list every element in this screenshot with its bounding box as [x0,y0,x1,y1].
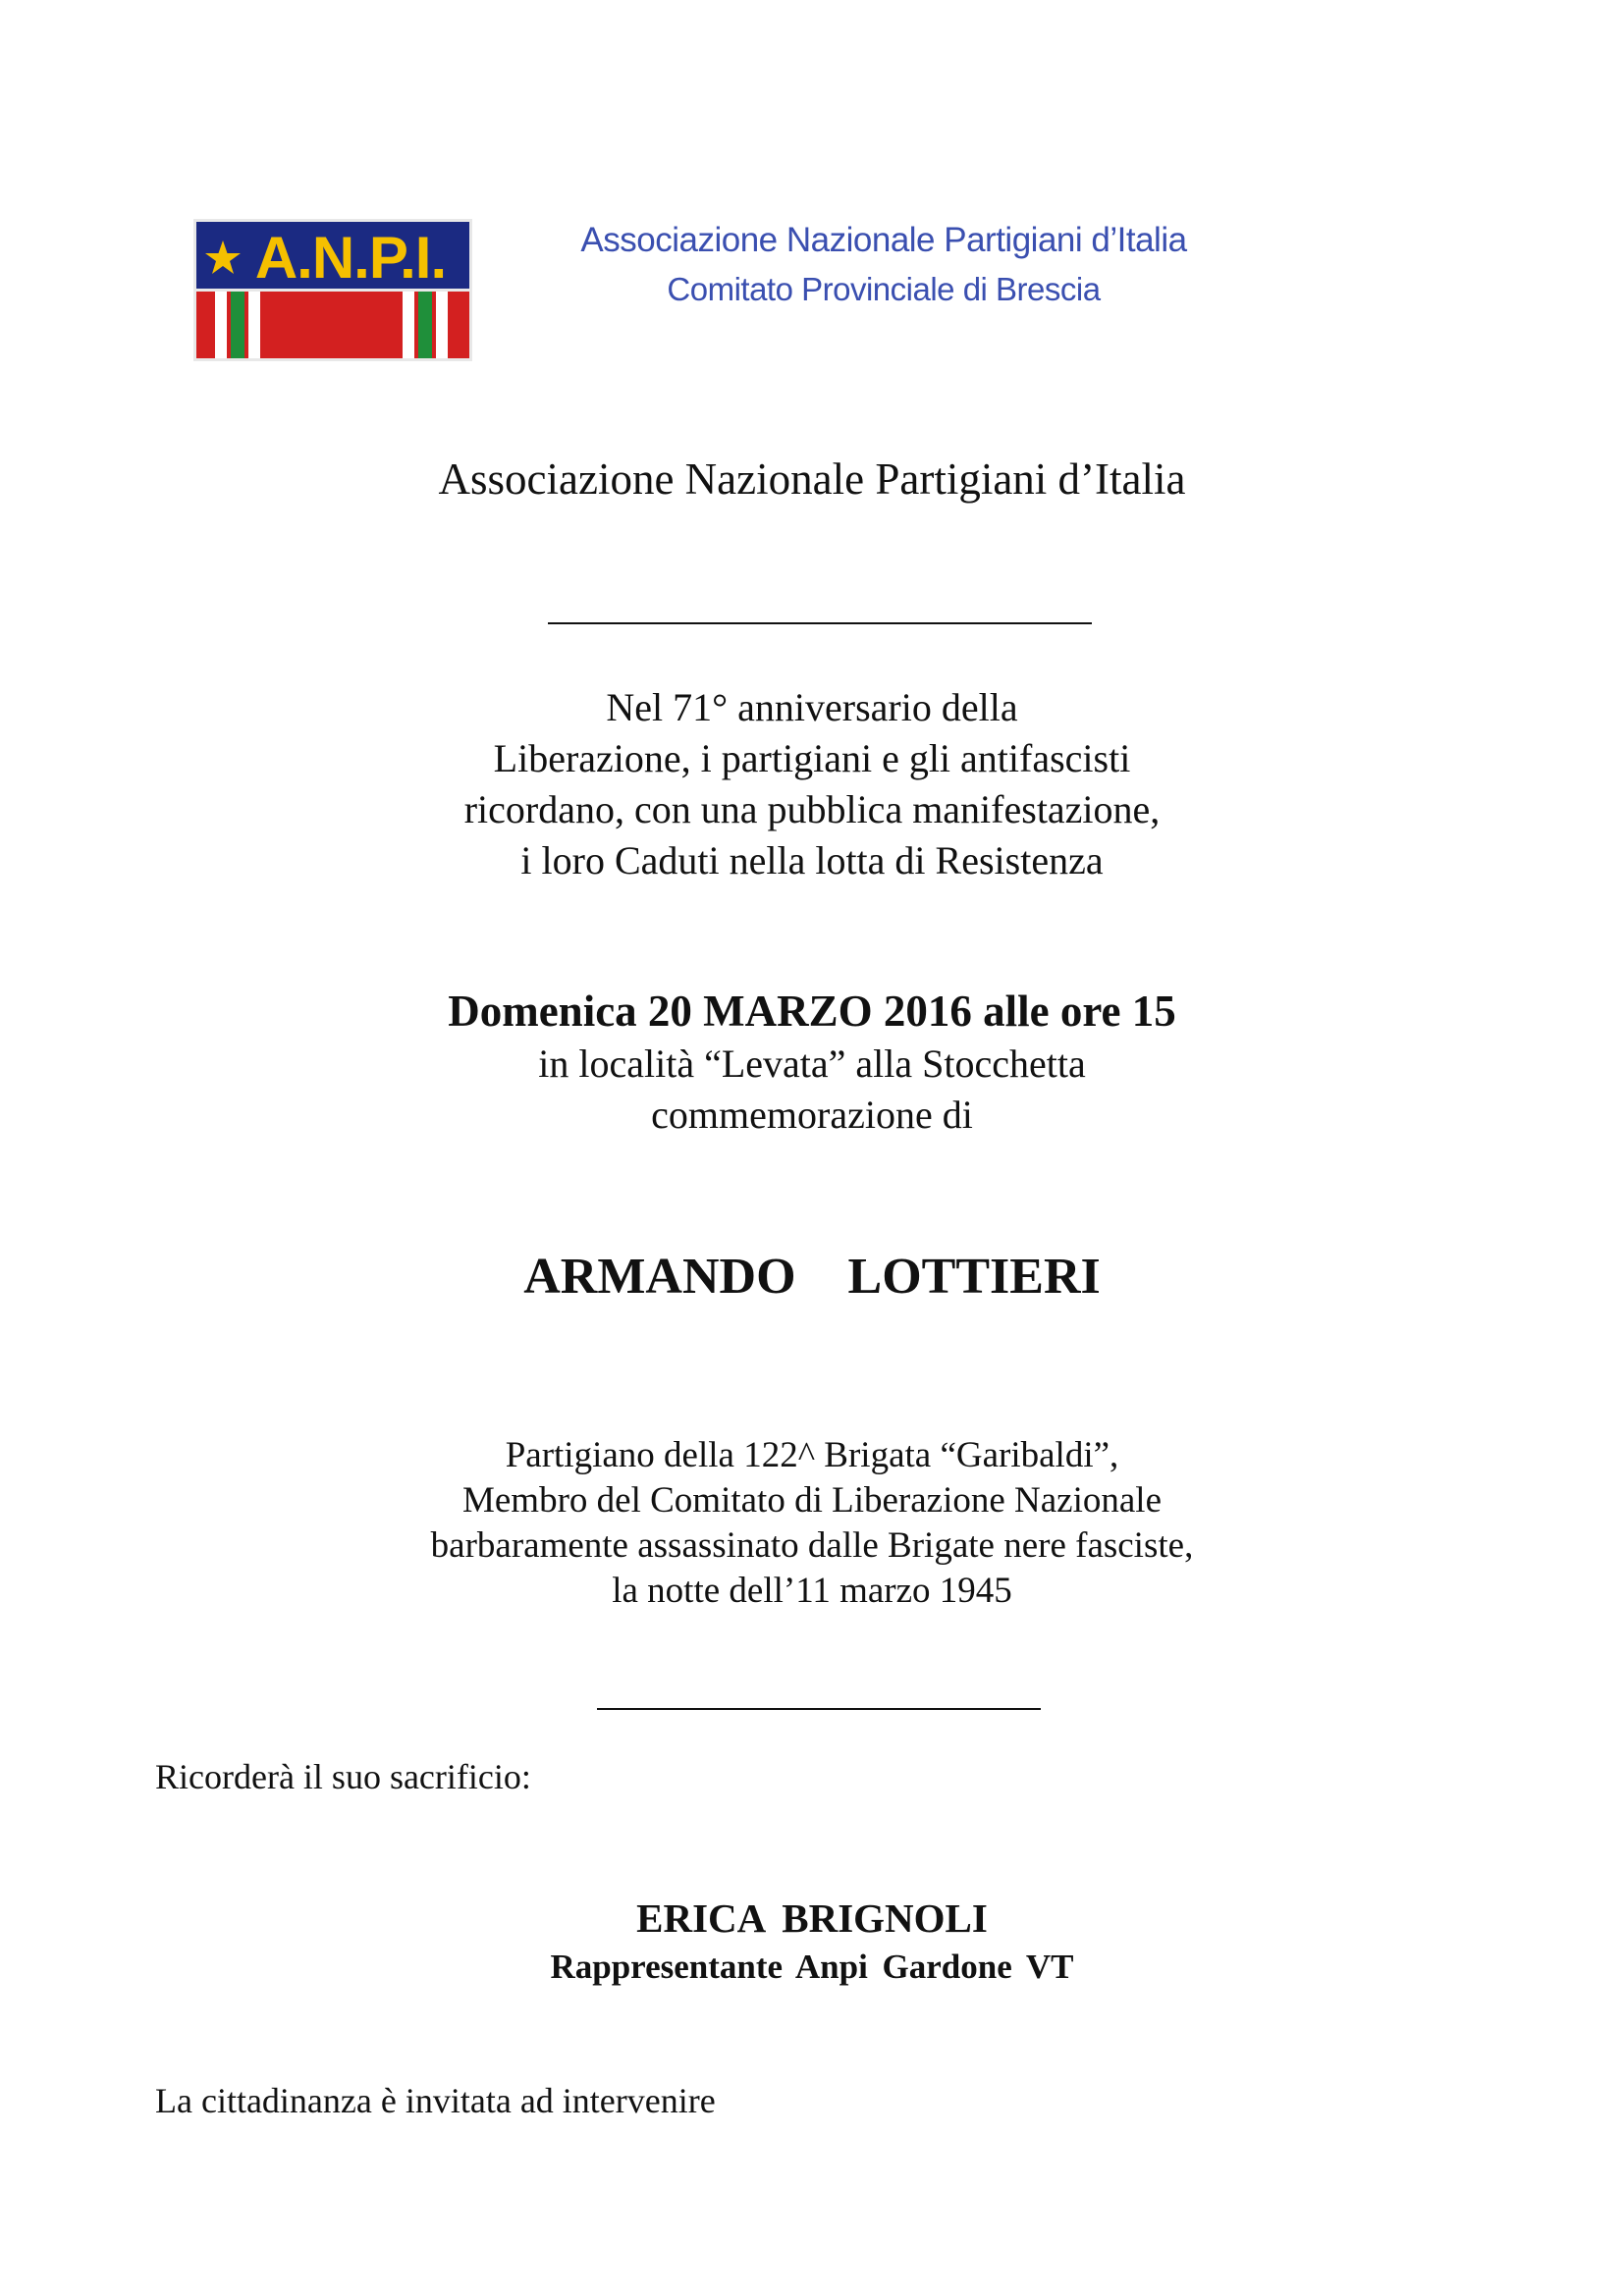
divider-bottom [597,1708,1041,1710]
speaker-intro: Ricorderà il suo sacrificio: [155,1757,531,1796]
bio-line: barbaramente assassinato dalle Brigate nere fasciste, [430,1525,1194,1566]
letterhead-org-name: Associazione Nazionale Partigiani d’Italia [580,221,1187,259]
anpi-logo [193,219,472,361]
divider-top [548,622,1092,624]
speaker-role: Rappresentante Anpi Gardone VT [550,1948,1074,1986]
intro-paragraph [370,682,1254,886]
event-location: in località “Levata” alla Stocchetta [538,1041,1086,1086]
anpi-logo-graphic [193,219,472,361]
intro-line: i loro Caduti nella lotta di Resistenza [520,838,1104,882]
logo-text: A.N.P.I. [254,225,447,291]
event-date: Domenica 20 MARZO 2016 alle ore 15 [448,987,1176,1036]
bio-line: la notte dell’11 marzo 1945 [612,1571,1012,1611]
bio-line: Partigiano della 122^ Brigata “Garibaldi”, [505,1435,1119,1475]
letterhead-committee: Comitato Provinciale di Brescia [667,271,1101,307]
bio-line: Membro del Comitato di Liberazione Nazionale [461,1480,1162,1521]
main-title: Associazione Nazionale Partigiani d’Italia [438,454,1186,504]
honoree-name: ARMANDO LOTTIERI [523,1249,1101,1305]
intro-line: Nel 71° anniversario della [606,685,1018,729]
event-commemoration: commemorazione di [651,1093,973,1137]
intro-line: ricordano, con una pubblica manifestazione, [463,787,1161,831]
speaker-name: ERICA BRIGNOLI [636,1896,988,1941]
closing-invitation: La cittadinanza è invitata ad intervenire [155,2081,716,2120]
letterhead [550,216,1218,314]
event-place [370,1039,1254,1141]
honoree-bio [321,1433,1303,1614]
intro-line: Liberazione, i partigiani e gli antifascisti [493,736,1131,780]
